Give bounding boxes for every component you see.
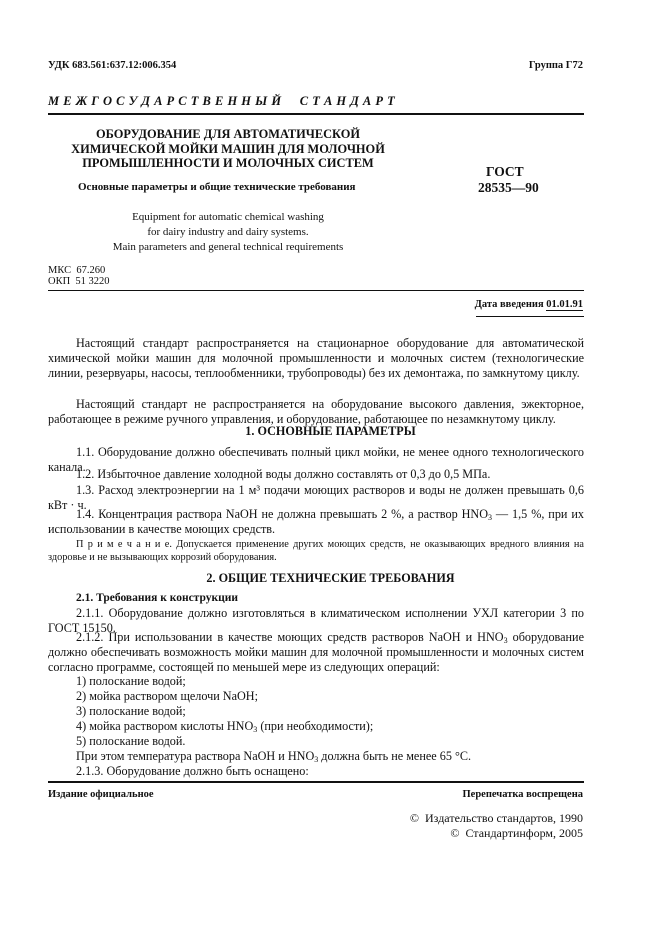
intro-paragraph-2: Настоящий стандарт не распространяется на оборудование высокого давления, эжекторное, работающее в режиме ручного управления, и оборудование, работающее по незамкнутому циклу. xyxy=(48,397,584,426)
clause-2-1-2-subscript: 3 xyxy=(503,636,508,645)
clause-1-4-part-b: — 1,5 %, при их использовании в качестве моющих средств. xyxy=(48,507,584,536)
operation-item-4-subscript: 3 xyxy=(253,725,258,734)
mks-code: МКС 67.260 xyxy=(48,265,106,276)
standard-subtitle: Основные параметры и общие технические требования xyxy=(78,181,356,193)
note-paragraph xyxy=(48,538,584,564)
date-rule xyxy=(476,316,584,317)
clause-1-1: 1.1. Оборудование должно обеспечивать полный цикл мойки, не менее одного технологического канала. xyxy=(48,445,584,474)
english-title-line-1: Equipment for automatic chemical washing xyxy=(132,211,324,223)
clause-2-1-2-part-b: оборудование должно обеспечивать возможность мойки машин для молочной промышленности и молочных систем согласно программе, состоящей по меньшей мере из следующих операций: xyxy=(48,630,584,674)
gost-label: ГОСТ xyxy=(486,164,524,179)
reprint-prohibited-label: Перепечатка воспрещена xyxy=(462,789,583,800)
clause-2-1-2-part-a: 2.1.2. При использовании в качестве моющих средств растворов NaOH и HNO xyxy=(76,630,504,644)
clause-2-1-3: 2.1.3. Оборудование должно быть оснащено: xyxy=(76,764,309,778)
group-code: Группа Г72 xyxy=(528,60,583,71)
operation-item-4 xyxy=(76,719,373,734)
operation-item-4-part-a: 4) мойка раствором кислоты HNO xyxy=(76,719,254,733)
intro-paragraph-1: Настоящий стандарт распространяется на стационарное оборудование для автоматической химической мойки машин для молочной промышленности и молочных систем (технологические линии, резервуары, насосы, теплообменники, трубопроводы) без их демонтажа, по замкнутому циклу. xyxy=(48,336,584,380)
interstate-standard-banner: М Е Ж Г О С У Д А Р С Т В Е Н Н Ы Й С Т А Н Д А Р Т xyxy=(48,94,396,108)
english-title-line-2: for dairy industry and dairy systems. xyxy=(147,226,309,238)
clause-2-1-2 xyxy=(48,630,584,675)
official-edition-label: Издание официальное xyxy=(48,789,154,800)
clause-1-3: 1.3. Расход электроэнергии на 1 м³ подачи моющих растворов и воды не должен превышать 0,6 кВт · ч. xyxy=(48,483,584,512)
okp-code: ОКП 51 3220 xyxy=(48,276,110,287)
header-rule xyxy=(48,113,584,115)
copyright-publisher-1990: © Издательство стандартов, 1990 xyxy=(409,811,583,825)
note-label: П р и м е ч а н и е. xyxy=(76,539,172,550)
clause-1-4-subscript: 3 xyxy=(488,513,492,522)
english-title-line-3: Main parameters and general technical requirements xyxy=(112,241,344,253)
english-title xyxy=(48,210,408,255)
udk-code: УДК 683.561:637.12:006.354 xyxy=(48,60,177,71)
operation-item-4-part-b: (при необходимости); xyxy=(257,719,374,733)
temperature-part-a: При этом температура раствора NaOH и HNO xyxy=(76,749,315,763)
clause-1-4-part-a: 1.4. Концентрация раствора NaOH не должна превышать 2 %, а раствор HNO xyxy=(76,507,488,521)
section-2-heading: 2. ОБЩИЕ ТЕХНИЧЕСКИЕ ТРЕБОВАНИЯ xyxy=(206,571,455,585)
operation-item-1: 1) полоскание водой; xyxy=(76,674,186,688)
operation-item-3: 3) полоскание водой; xyxy=(76,704,186,718)
temperature-requirement xyxy=(76,749,471,764)
copyright-publisher-2005: © Стандартинформ, 2005 xyxy=(450,826,583,840)
codes-rule xyxy=(48,290,584,291)
operation-item-2: 2) мойка раствором щелочи NaOH; xyxy=(76,689,258,703)
footer-rule xyxy=(48,781,584,783)
operation-item-5: 5) полоскание водой. xyxy=(76,734,186,748)
introduction-date xyxy=(475,299,583,310)
title-line-2: ХИМИЧЕСКОЙ МОЙКИ МАШИН ДЛЯ МОЛОЧНОЙ xyxy=(71,141,385,156)
title-line-1: ОБОРУДОВАНИЕ ДЛЯ АВТОМАТИЧЕСКОЙ xyxy=(95,127,361,141)
title-line-3: ПРОМЫШЛЕННОСТИ И МОЛОЧНЫХ СИСТЕМ xyxy=(82,156,374,170)
temperature-subscript: 3 xyxy=(314,755,319,764)
clause-1-4 xyxy=(48,507,584,537)
temperature-part-b: должна быть не менее 65 °С. xyxy=(318,749,472,763)
introduction-date-label: Дата введения xyxy=(474,299,544,310)
section-1-heading: 1. ОСНОВНЫЕ ПАРАМЕТРЫ xyxy=(245,424,416,438)
introduction-date-value: 01.01.91 xyxy=(546,299,583,310)
clause-2-1-1: 2.1.1. Оборудование должно изготовляться в климатическом исполнении УХЛ категории 3 по ГОСТ 15150. xyxy=(48,606,584,635)
clause-1-2: 1.2. Избыточное давление холодной воды должно составлять от 0,3 до 0,5 МПа. xyxy=(76,467,491,481)
standard-title xyxy=(48,127,408,171)
note-text: Допускается применение других моющих средств, не оказывающих вредного влияния на здоровье и не вызывающих коррозий оборудования. xyxy=(48,539,585,563)
subsection-2-1-heading: 2.1. Требования к конструкции xyxy=(76,592,238,604)
gost-number: 28535—90 xyxy=(478,180,539,195)
